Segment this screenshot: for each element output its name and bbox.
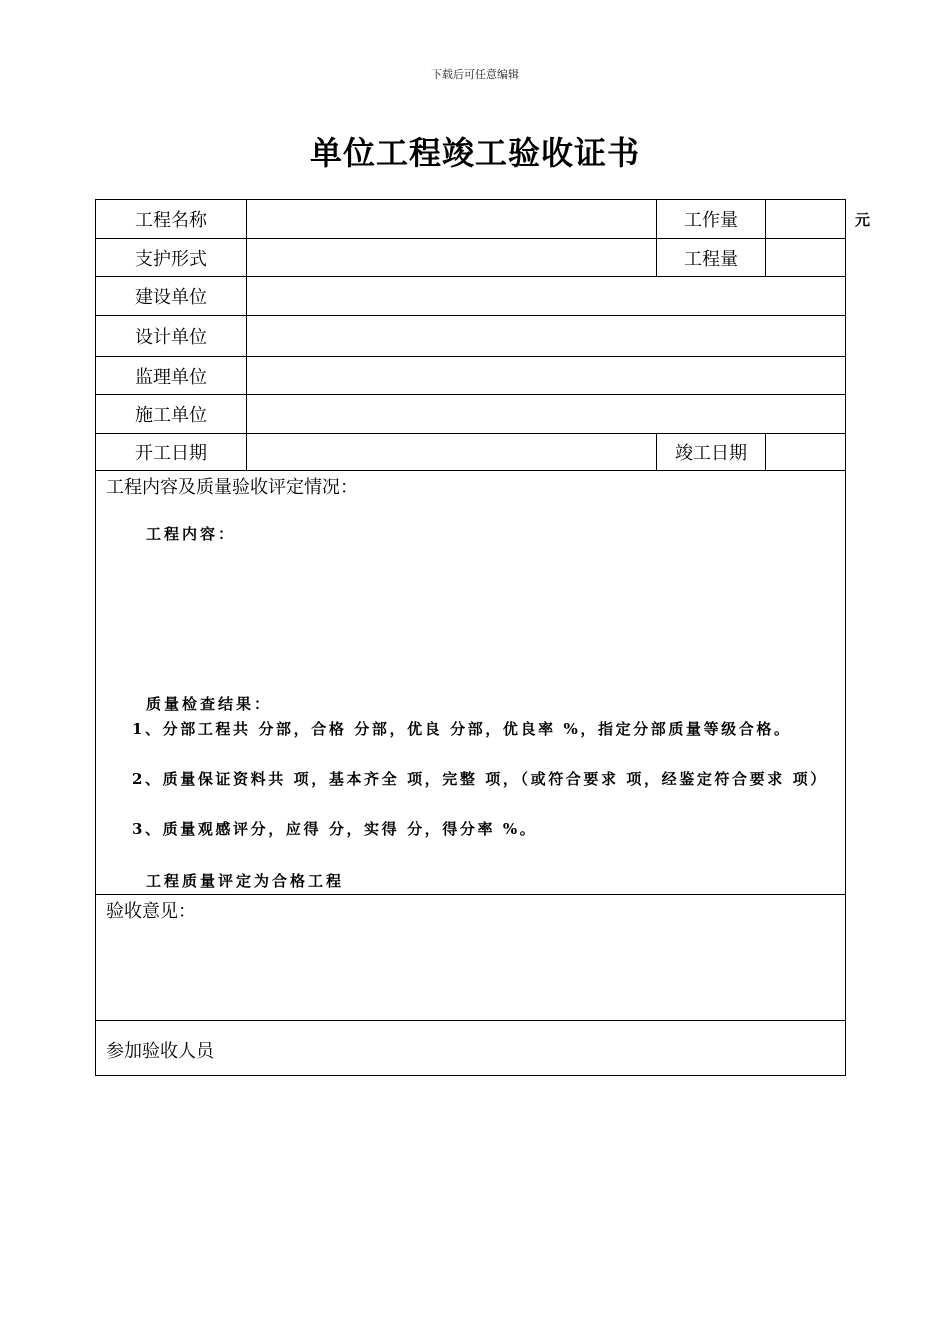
owner-unit-field[interactable] <box>247 277 845 315</box>
evaluation-heading: 工程内容及质量验收评定情况： <box>106 477 358 498</box>
participants-section[interactable] <box>96 1021 845 1075</box>
content-label: 工程内容： <box>146 525 237 543</box>
supervision-unit-label: 监理单位 <box>96 357 247 394</box>
workload-field[interactable] <box>766 200 871 238</box>
row-construction-unit <box>96 277 845 316</box>
builder-unit-field[interactable] <box>247 395 845 433</box>
workload-label: 工作量 <box>657 200 766 238</box>
quality-item-2: 2、质量保证资料共 项，基本齐全 项，完整 项，（或符合要求 项，经鉴定符合要求 项） <box>132 770 828 788</box>
acceptance-form <box>95 199 871 1076</box>
design-unit-field[interactable] <box>247 316 845 356</box>
owner-unit-label: 建设单位 <box>96 277 247 315</box>
support-type-label: 支护形式 <box>96 239 247 276</box>
evaluation-section <box>96 471 845 895</box>
start-date-field[interactable] <box>247 434 657 470</box>
start-date-label: 开工日期 <box>96 434 247 470</box>
quality-item-1: 1、分部工程共 分部，合格 分部，优良 分部，优良率 %，指定分部质量等级合格。 <box>132 720 792 738</box>
project-name-field[interactable] <box>247 200 657 238</box>
participants-label: 参加验收人员 <box>106 1041 214 1062</box>
quality-conclusion: 工程质量评定为合格工程 <box>146 872 345 890</box>
row-supervision-unit <box>96 357 845 395</box>
builder-unit-label: 施工单位 <box>96 395 247 433</box>
header-note: 下载后可任意编辑 <box>431 68 519 81</box>
row-builder-unit <box>96 395 845 434</box>
opinion-section[interactable] <box>96 895 845 1021</box>
quantity-field[interactable] <box>766 239 845 276</box>
row-design-unit <box>96 316 845 357</box>
row-dates <box>96 434 845 471</box>
quality-item-3: 3、质量观感评分，应得 分，实得 分，得分率 %。 <box>132 820 538 838</box>
support-type-field[interactable] <box>247 239 657 276</box>
supervision-unit-field[interactable] <box>247 357 845 394</box>
workload-unit: 元 <box>855 210 871 229</box>
row-project-name <box>96 200 871 239</box>
design-unit-label: 设计单位 <box>96 316 247 356</box>
quality-label: 质量检查结果： <box>146 695 273 713</box>
page-title: 单位工程竣工验收证书 <box>309 134 640 172</box>
opinion-label: 验收意见： <box>106 901 196 922</box>
quantity-label: 工程量 <box>657 239 766 276</box>
completion-date-label: 竣工日期 <box>657 434 766 470</box>
completion-date-field[interactable] <box>766 434 845 470</box>
row-support-type <box>96 239 845 277</box>
project-name-label: 工程名称 <box>96 200 247 238</box>
